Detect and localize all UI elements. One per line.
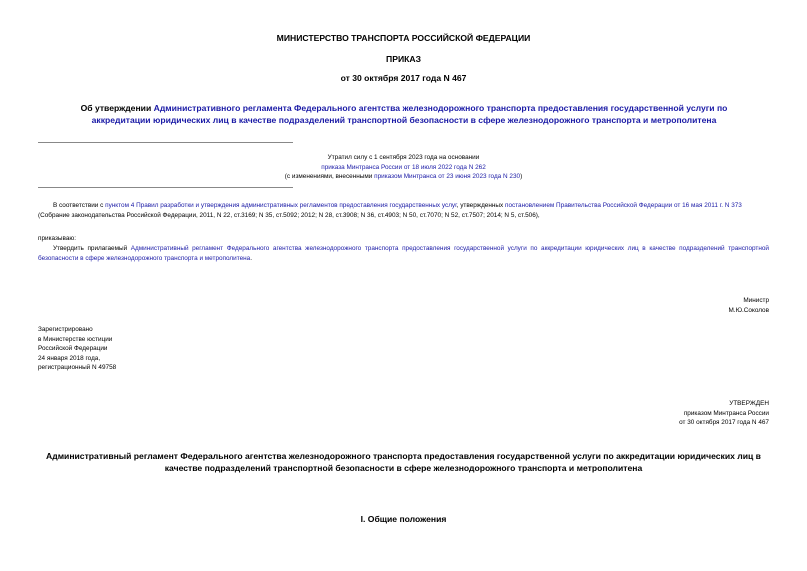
status-note xyxy=(200,153,607,182)
preamble-link-resolution[interactable]: постановлением Правительства Российской Федерации от 16 мая 2011 г. N 373 xyxy=(504,202,742,209)
status-line-3-suffix: ) xyxy=(520,173,523,181)
registration-line-4: 24 января 2018 года, xyxy=(38,354,101,362)
preamble-paragraph xyxy=(38,201,769,220)
order-approve-suffix: . xyxy=(250,254,253,262)
signature-block xyxy=(728,296,769,315)
approved-line-2: приказом Минтранса России xyxy=(683,409,769,417)
status-line-3 xyxy=(200,172,607,182)
doc-title xyxy=(74,103,734,126)
registration-line-2: в Министерстве юстиции xyxy=(38,335,113,343)
registration-line-5: регистрационный N 49758 xyxy=(38,364,117,372)
regulation-title: Административный регламент Федерального агентства железнодорожного транспорта предоставления государственной услуги по аккредитации юридических лиц в качестве подразделений транспортной безопасности в сфере железнодорожного транспорта и метрополитена xyxy=(46,451,761,473)
order-prikazyvayu: приказываю: xyxy=(38,235,76,242)
preamble-text-1: В соответствии с xyxy=(53,202,106,209)
approved-line-1: УТВЕРЖДЕН xyxy=(729,400,769,407)
status-link-amendment[interactable]: приказом Минтранса от 23 июня 2023 года N 230 xyxy=(374,173,521,181)
order-approve-link[interactable]: Административный регламент Федерального агентства железнодорожного транспорта предоставления государственной услуги по аккредитации юридических лиц в качестве подразделений транспортной безопасности в сфере железнодорожного транспорта и метрополитена xyxy=(38,245,769,262)
signature-name: М.Ю.Соколов xyxy=(728,306,769,314)
divider-top xyxy=(38,142,293,143)
registration-line-3: Российской Федерации xyxy=(38,345,108,353)
approved-line-3: от 30 октября 2017 года N 467 xyxy=(679,419,769,427)
doc-date-number: от 30 октября 2017 года N 467 xyxy=(340,73,467,83)
order-approve-prefix: Утвердить прилагаемый xyxy=(53,245,131,252)
status-link-repeal[interactable]: приказа Минтранса России от 18 июля 2022 года N 262 xyxy=(321,163,486,171)
ministry-heading: МИНИСТЕРСТВО ТРАНСПОРТА РОССИЙСКОЙ ФЕДЕРАЦИИ xyxy=(276,33,531,43)
preamble-text-2: , утвержденных xyxy=(456,202,505,209)
registration-line-1: Зарегистрировано xyxy=(38,326,93,333)
doc-title-link[interactable]: Административного регламента Федерального агентства железнодорожного транспорта предоставления государственной услуги по аккредитации юридических лиц в качестве подразделений транспортной безопасности в сфере железнодорожного транспорта и метрополитена xyxy=(91,103,728,125)
doc-title-prefix: Об утверждении xyxy=(80,103,154,113)
section-heading: I. Общие положения xyxy=(360,514,447,524)
status-line-3-prefix: (с изменениями, внесенными xyxy=(284,173,375,181)
registration-block xyxy=(38,325,116,373)
doc-type-heading: ПРИКАЗ xyxy=(386,54,421,64)
order-approve-paragraph xyxy=(38,244,769,263)
signature-position: Министр xyxy=(743,297,769,304)
approved-block xyxy=(679,399,769,428)
status-line-1: Утратил силу с 1 сентября 2023 года на основании xyxy=(327,154,480,161)
divider-bottom xyxy=(38,187,293,188)
preamble-text-3: (Собрание законодательства Российской Федерации, 2011, N 22, ст.3169; N 35, ст.5092; 2012; N 28, ст.3908; N 36, ст.4903; N 50, ст.7070; N 52, ст.7507; 2014; N 5, ст.506), xyxy=(38,211,540,219)
preamble-link-rules[interactable]: пунктом 4 Правил разработки и утверждения административных регламентов предоставления государственных услуг xyxy=(105,202,457,209)
